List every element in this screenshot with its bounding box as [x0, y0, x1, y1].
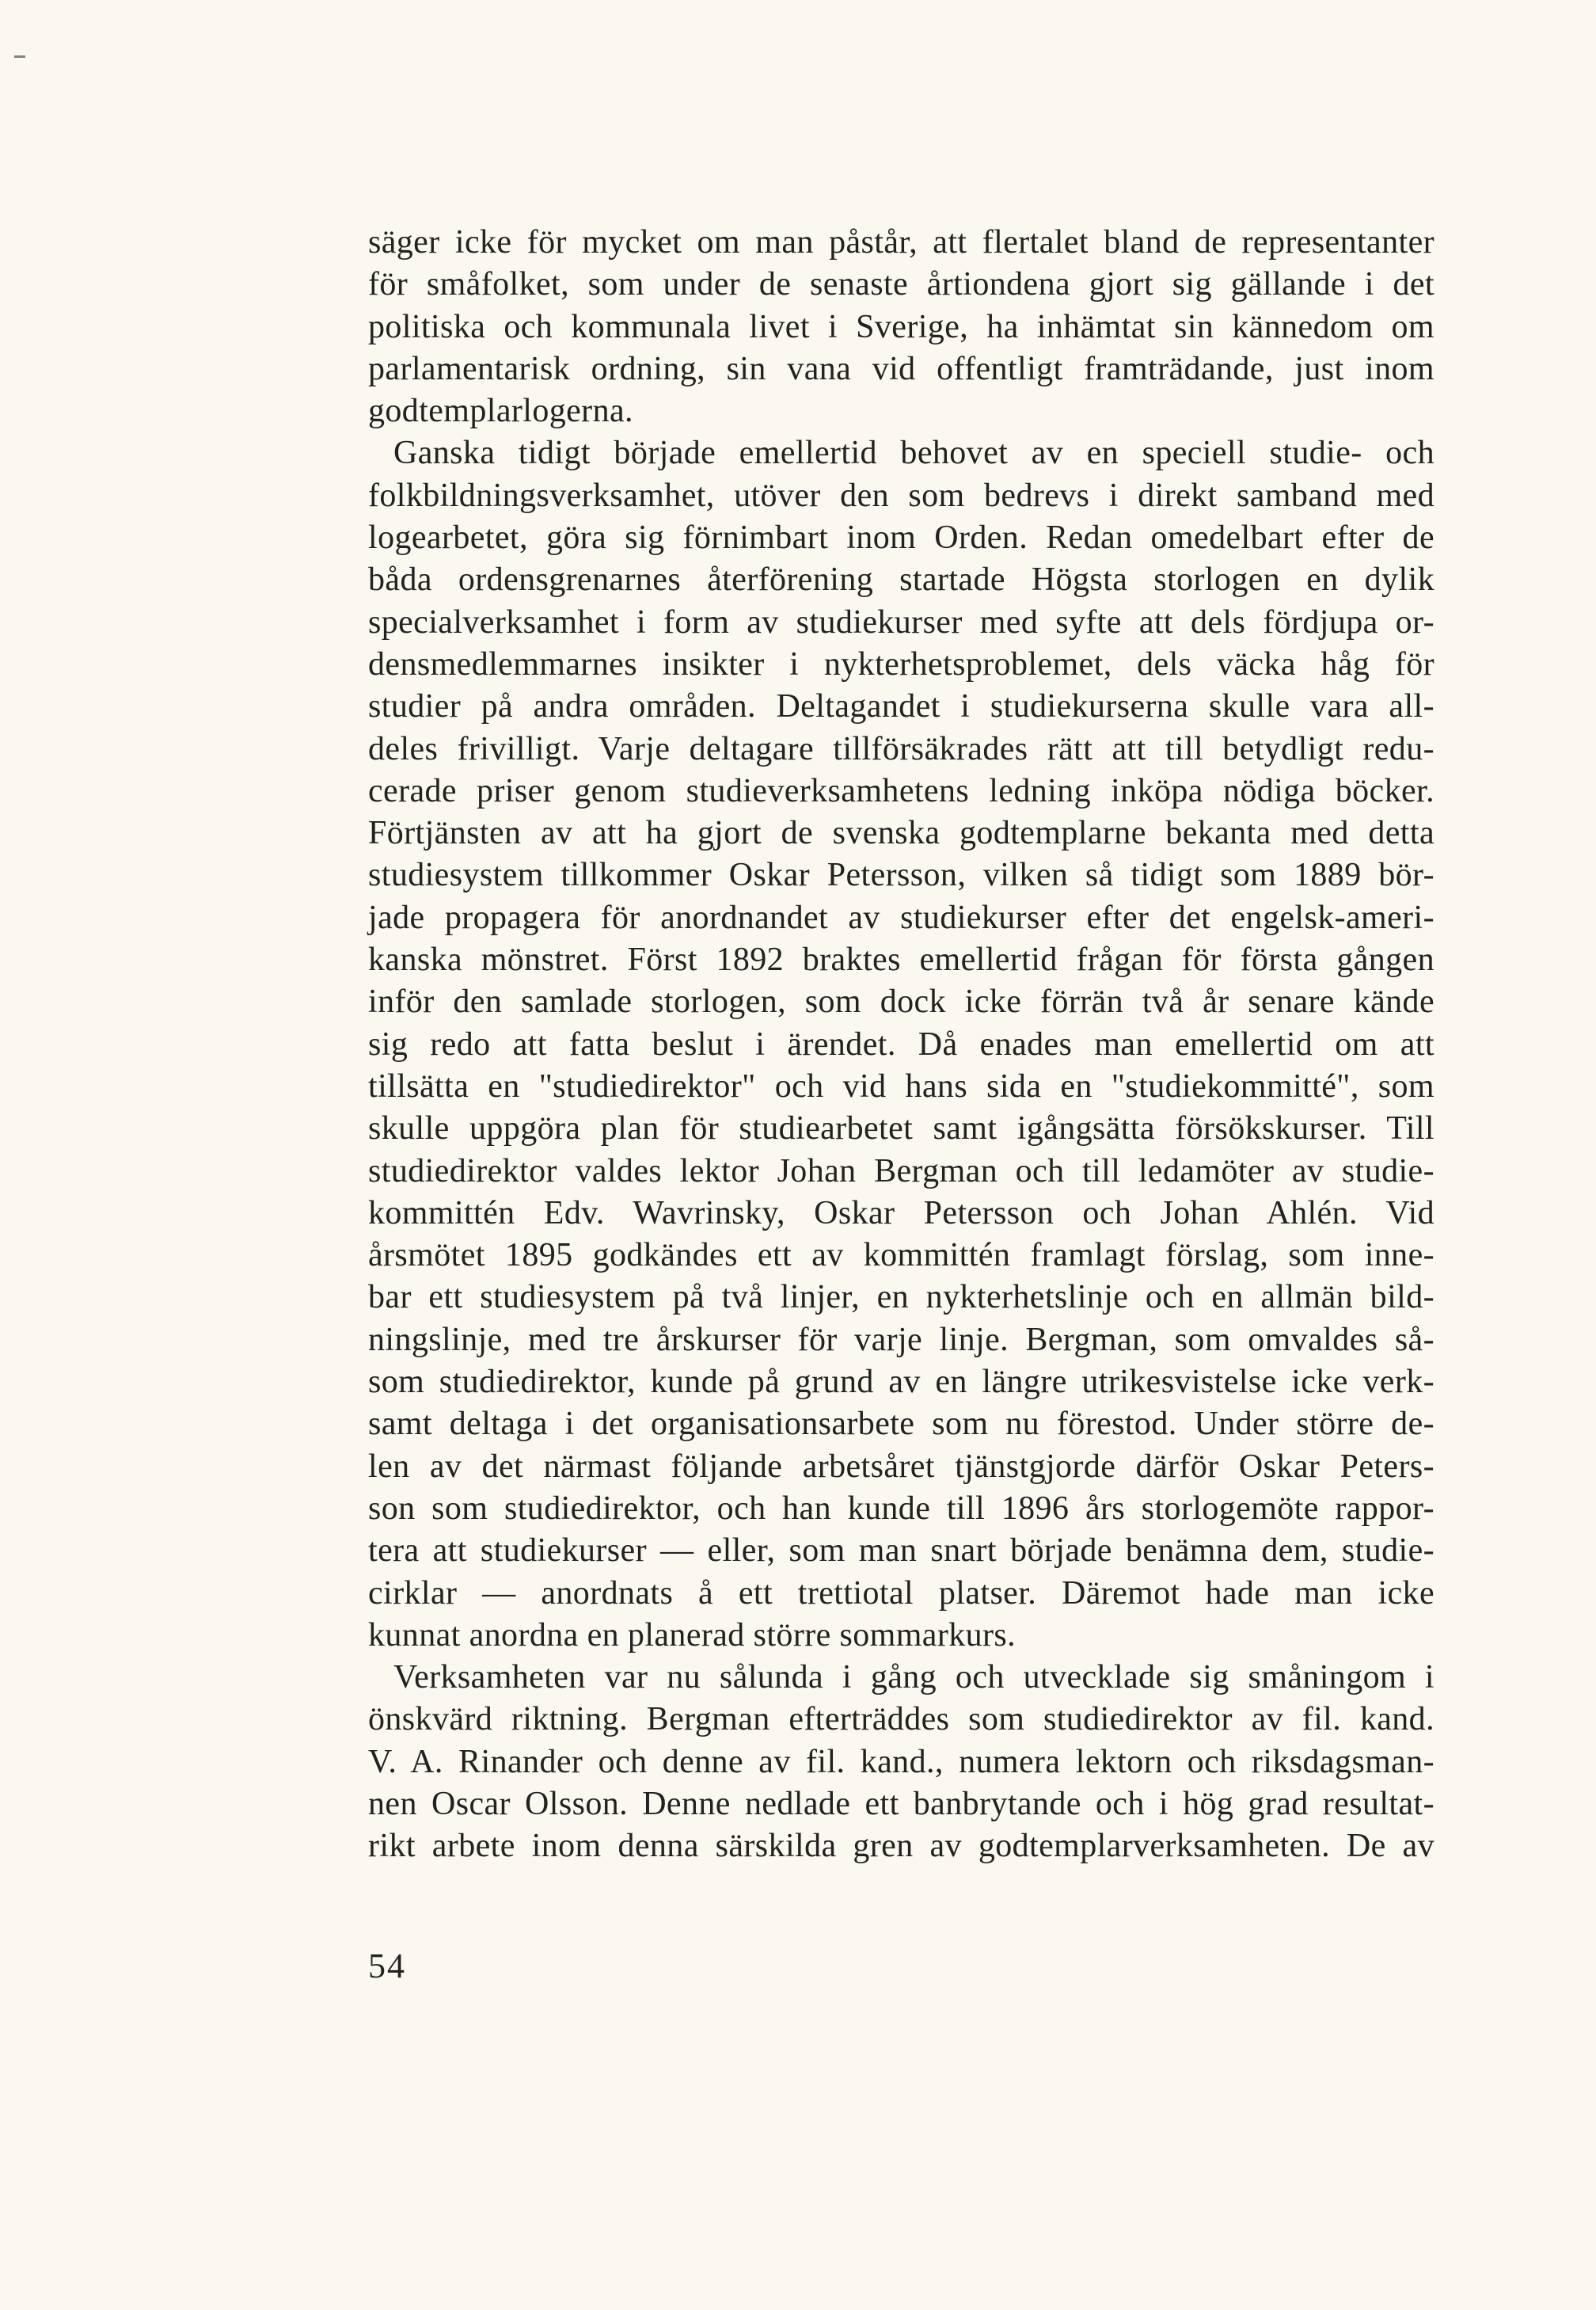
text-line: deles frivilligt. Varje deltagare tillförsäkrades rätt att till betydligt redu- — [368, 730, 1434, 767]
text-line: Ganska tidigt började emellertid behovet av en speciell studie- och — [393, 435, 1434, 472]
text-line: rikt arbete inom denna särskilda gren av godtemplarverksamheten. De av — [368, 1828, 1434, 1865]
text-line: Verksamheten var nu sålunda i gång och utvecklade sig småningom i — [393, 1659, 1434, 1696]
text-line: sig redo att fatta beslut i ärendet. Då enades man emellertid om att — [368, 1026, 1434, 1063]
page-number: 54 — [368, 1947, 406, 1985]
text-line: inför den samlade storlogen, som dock icke förrän två år senare kände — [368, 984, 1434, 1021]
text-line: godtemplarlogerna. — [368, 393, 633, 430]
text-line: politiska och kommunala livet i Sverige, ha inhämtat sin kännedom om — [368, 308, 1434, 345]
text-line: skulle uppgöra plan för studiearbetet samt igångsätta försökskurser. Till — [368, 1110, 1434, 1147]
text-line: studiedirektor valdes lektor Johan Bergman och till ledamöter av studie- — [368, 1152, 1434, 1189]
text-line: båda ordensgrenarnes återförening startade Högsta storlogen en dylik — [368, 561, 1434, 599]
text-line: samt deltaga i det organisationsarbete som nu förestod. Under större de- — [368, 1406, 1434, 1443]
text-line: jade propagera för anordnandet av studiekurser efter det engelsk-ameri- — [368, 899, 1434, 936]
text-line: tera att studiekurser — eller, som man snart började benämna dem, studie- — [368, 1532, 1434, 1570]
text-line: son som studiedirektor, och han kunde till 1896 års storlogemöte rappor- — [368, 1490, 1434, 1527]
text-line: nen Oscar Olsson. Denne nedlade ett banbrytande och i hög grad resultat- — [368, 1785, 1434, 1822]
paragraph — [368, 432, 1434, 1657]
text-line: för småfolket, som under de senaste årtiondena gjort sig gällande i det — [368, 266, 1434, 303]
text-line: V. A. Rinander och denne av fil. kand., numera lektorn och riksdagsman- — [368, 1743, 1434, 1780]
text-line: logearbetet, göra sig förnimbart inom Orden. Redan omedelbart efter de — [368, 519, 1434, 557]
body-text — [368, 222, 1434, 1868]
text-line: Förtjänsten av att ha gjort de svenska godtemplarne bekanta med detta — [368, 815, 1434, 852]
text-line: årsmötet 1895 godkändes ett av kommittén framlagt förslag, som inne- — [368, 1237, 1434, 1274]
text-line: bar ett studiesystem på två linjer, en nykterhetslinje och en allmän bild- — [368, 1279, 1434, 1316]
text-line: len av det närmast följande arbetsåret tjänstgjorde därför Oskar Peters- — [368, 1448, 1434, 1485]
text-line: cerade priser genom studieverksamhetens ledning inköpa nödiga böcker. — [368, 772, 1434, 809]
text-line: parlamentarisk ordning, sin vana vid offentligt framträdande, just inom — [368, 350, 1434, 387]
text-line: kunnat anordna en planerad större sommarkurs. — [368, 1616, 1016, 1654]
paragraph — [368, 1657, 1434, 1867]
text-line: säger icke för mycket om man påstår, att flertalet bland de representanter — [368, 224, 1434, 261]
text-line: önskvärd riktning. Bergman efterträddes som studiedirektor av fil. kand. — [368, 1701, 1434, 1738]
text-line: densmedlemmarnes insikter i nykterhetsproblemet, dels väcka håg för — [368, 645, 1434, 683]
text-line: kommittén Edv. Wavrinsky, Oskar Petersson och Johan Ahlén. Vid — [368, 1194, 1434, 1231]
text-line: tillsätta en "studiedirektor" och vid hans sida en "studiekommitté", som — [368, 1067, 1434, 1105]
text-line: specialverksamhet i form av studiekurser med syfte att dels fördjupa or- — [368, 603, 1434, 641]
text-line: studiesystem tillkommer Oskar Petersson, vilken så tidigt som 1889 bör- — [368, 857, 1434, 894]
scan-edge-mark — [14, 55, 25, 58]
text-line: studier på andra områden. Deltagandet i studiekurserna skulle vara all- — [368, 688, 1434, 725]
paragraph — [368, 222, 1434, 432]
text-line: som studiedirektor, kunde på grund av en längre utrikesvistelse icke verk- — [368, 1364, 1434, 1401]
text-line: cirklar — anordnats å ett trettiotal platser. Däremot hade man icke — [368, 1574, 1434, 1612]
text-line: kanska mönstret. Först 1892 braktes emellertid frågan för första gången — [368, 942, 1434, 979]
text-line: ningslinje, med tre årskurser för varje linje. Bergman, som omvaldes så- — [368, 1321, 1434, 1358]
text-line: folkbildningsverksamhet, utöver den som bedrevs i direkt samband med — [368, 477, 1434, 514]
